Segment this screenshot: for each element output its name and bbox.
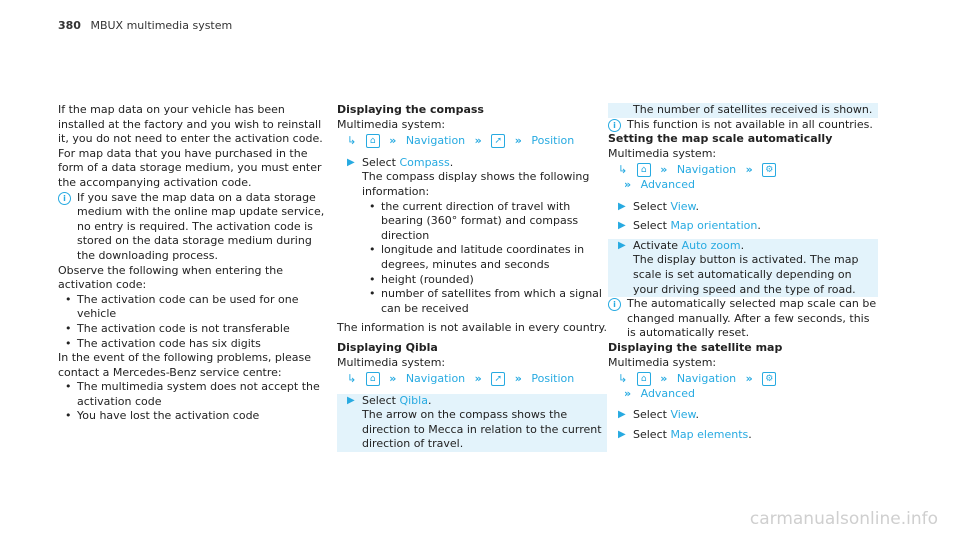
option-view[interactable]: View (670, 199, 696, 213)
paragraph-observe: Observe the following when entering the activation code: (58, 263, 284, 292)
paragraph-problems: In the event of the following problems, please contact a Mercedes-Benz service centre: (58, 351, 311, 379)
page-header (58, 19, 232, 32)
chevron-icon: » (624, 177, 632, 191)
option-auto-zoom[interactable]: Auto zoom (681, 238, 741, 252)
compass-info-list (362, 200, 607, 317)
paragraph-purchased: For map data that you have purchased in the form of a data storage medium, you must enter the accompanying activation code. (58, 146, 322, 189)
menu-navigation[interactable]: Navigation (676, 372, 737, 386)
home-icon[interactable]: ⌂ (637, 163, 651, 177)
chevron-icon: » (474, 134, 482, 148)
path-arrow-icon: ↳ (618, 163, 628, 177)
step-select-map-orientation: ▶ Select Map orientation. (618, 219, 761, 233)
list-item: • You have lost the activation code (58, 409, 328, 424)
navigation-icon[interactable]: ➚ (491, 372, 505, 386)
step-select-compass: ▶ Select Compass. (347, 155, 454, 169)
list-item: • the current direction of travel with bearing (360° format) and compass direction (362, 200, 607, 244)
chevron-icon: » (514, 134, 522, 148)
menu-navigation[interactable]: Navigation (405, 134, 466, 148)
step-activate-auto-zoom: ▶ Activate Auto zoom. (618, 238, 745, 252)
menu-path (337, 134, 607, 149)
menu-navigation[interactable]: Navigation (676, 163, 737, 177)
system-label: Multimedia system: (608, 146, 717, 160)
note-text: If you save the map data on a data storage medium with the online map update service, no entry is required. The activation code is stored on the data storage medium during the downloading process. (77, 190, 325, 262)
column-2 (337, 103, 607, 452)
note-country: i This function is not available in all countries. (608, 118, 878, 133)
home-icon[interactable]: ⌂ (366, 134, 380, 148)
chevron-icon: » (624, 386, 632, 400)
page-title: MBUX multimedia system (90, 19, 233, 32)
list-item: • height (rounded) (362, 273, 607, 288)
list-item: • The activation code is not transferable (58, 322, 328, 337)
chevron-icon: » (389, 134, 397, 148)
note-online-update (58, 191, 328, 264)
step-description: The compass display shows the following information: (362, 170, 590, 198)
list-item: • longitude and latitude coordinates in degrees, minutes and seconds (362, 243, 607, 272)
note-manual-scale: i The automatically selected map scale can be changed manually. After a few seconds, this is automatically reset. (608, 297, 878, 341)
chevron-icon: » (514, 372, 522, 386)
watermark: carmanualsonline.info (749, 509, 938, 529)
option-compass[interactable]: Compass (399, 155, 450, 169)
column-3 (608, 103, 878, 442)
list-item: • The multimedia system does not accept the activation code (58, 380, 328, 409)
navigation-icon[interactable]: ➚ (491, 134, 505, 148)
chevron-icon: » (745, 163, 753, 177)
heading-qibla: Displaying Qibla (337, 340, 438, 354)
step-select-map-elements: ▶ Select Map elements. (618, 427, 752, 441)
info-icon: i (58, 192, 71, 205)
home-icon[interactable]: ⌂ (366, 372, 380, 386)
list-item: • number of satellites from which a signal can be received (362, 287, 607, 316)
option-map-elements[interactable]: Map elements (670, 427, 749, 441)
chevron-icon: » (474, 372, 482, 386)
step-description: The display button is activated. The map scale is set automatically depending on your driving speed and the type of road. (633, 253, 859, 296)
menu-advanced[interactable]: Advanced (640, 386, 695, 400)
list-item: • The activation code has six digits (58, 337, 328, 352)
step-description: The arrow on the compass shows the direction to Mecca in relation to the current direction of travel. (362, 408, 602, 451)
path-arrow-icon: ↳ (347, 134, 357, 148)
step-triangle-icon: ▶ (618, 200, 626, 212)
heading-map-scale: Setting the map scale automatically (608, 132, 833, 146)
chevron-icon: » (660, 372, 668, 386)
qibla-step-block (337, 394, 607, 452)
paragraph-availability: The information is not available in every country. (337, 321, 607, 335)
system-label: Multimedia system: (608, 355, 717, 369)
settings-icon[interactable]: ⚙ (762, 163, 776, 177)
info-icon: i (608, 119, 621, 132)
system-label: Multimedia system: (337, 355, 446, 369)
heading-satellite-map: Displaying the satellite map (608, 340, 783, 354)
auto-zoom-step-block (608, 239, 878, 297)
heading-compass: Displaying the compass (337, 103, 484, 116)
info-icon: i (608, 298, 621, 311)
paragraph-install: If the map data on your vehicle has been installed at the factory and you wish to reinstall it, you do not need to enter the activation code. (58, 103, 323, 146)
chevron-icon: » (660, 163, 668, 177)
step-triangle-icon: ▶ (347, 156, 355, 168)
step-triangle-icon: ▶ (618, 409, 626, 421)
step-select-view: ▶ Select View. (618, 199, 700, 213)
step-triangle-icon: ▶ (618, 428, 626, 440)
menu-path (608, 163, 878, 192)
menu-path (337, 372, 607, 387)
step-triangle-icon: ▶ (618, 239, 626, 251)
settings-icon[interactable]: ⚙ (762, 372, 776, 386)
option-view[interactable]: View (670, 408, 696, 422)
satellites-info: The number of satellites received is shown. (608, 103, 878, 118)
home-icon[interactable]: ⌂ (637, 372, 651, 386)
option-map-orientation[interactable]: Map orientation (670, 219, 758, 233)
option-qibla[interactable]: Qibla (399, 393, 428, 407)
path-arrow-icon: ↳ (618, 372, 628, 386)
path-arrow-icon: ↳ (347, 372, 357, 386)
system-label: Multimedia system: (337, 117, 446, 131)
step-select-view: ▶ Select View. (618, 408, 700, 422)
menu-position[interactable]: Position (531, 134, 575, 148)
menu-position[interactable]: Position (531, 372, 575, 386)
chevron-icon: » (389, 372, 397, 386)
step-triangle-icon: ▶ (347, 394, 355, 406)
step-triangle-icon: ▶ (618, 220, 626, 232)
menu-path (608, 372, 878, 401)
menu-advanced[interactable]: Advanced (640, 177, 695, 191)
page-number: 380 (58, 19, 81, 32)
chevron-icon: » (745, 372, 753, 386)
menu-navigation[interactable]: Navigation (405, 372, 466, 386)
list-item: • The activation code can be used for one vehicle (58, 293, 328, 322)
column-1 (58, 103, 328, 424)
step-select-qibla: ▶ Select Qibla. (347, 393, 432, 407)
